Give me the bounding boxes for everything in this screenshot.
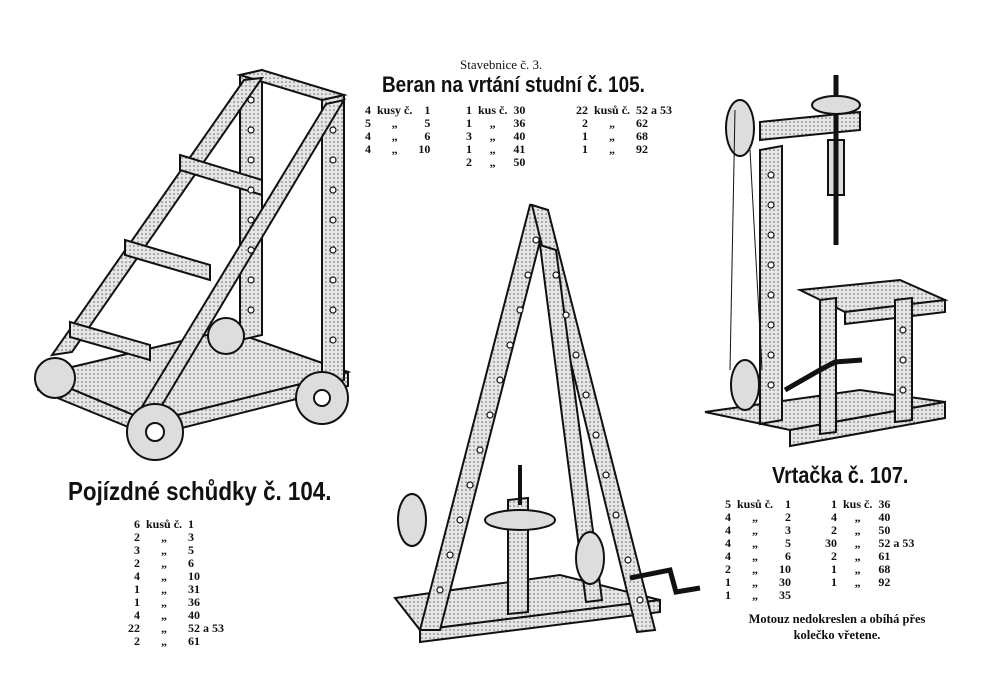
table-row: 4 „ 6 (365, 129, 431, 143)
table-row: 4 „ 5 (725, 536, 792, 550)
table-row: 4 „ 40 (134, 608, 201, 622)
table-row: 2 „ 6 (134, 556, 195, 570)
table-row: 30 „ 52 a 53 (825, 536, 915, 550)
table-row: 3 „ 5 (134, 543, 195, 557)
drill-press-drawing (705, 75, 945, 446)
well-drilling-ram-drawing (395, 205, 700, 642)
table-row: 5 „ 5 (365, 116, 431, 130)
model-105-parts-col-2 (463, 104, 528, 169)
model-104-parts (125, 518, 227, 648)
table-row: 2 „ 61 (134, 634, 201, 648)
model-107-note (712, 611, 962, 643)
model-107-parts-col-2 (822, 498, 917, 589)
table-row: 1 „ 36 (466, 116, 526, 130)
table-row: 1 „ 35 (725, 588, 792, 602)
table-row: 4 „ 40 (831, 510, 891, 524)
table-row: 1 „ 30 (725, 575, 792, 589)
table-row: 1 kus č. 30 (466, 103, 526, 117)
table-row: 1 „ 36 (134, 595, 201, 609)
series-title: Stavebnice č. 3. (460, 57, 543, 72)
rolling-steps-drawing (35, 70, 348, 460)
table-row: 2 „ 61 (831, 549, 891, 563)
table-row: 1 „ 68 (831, 562, 891, 576)
table-row: 1 „ 31 (134, 582, 201, 596)
table-row: 2 „ 3 (134, 530, 195, 544)
model-104-title: Pojízdné schůdky č. 104. (68, 476, 332, 506)
note-line: kolečko vřetene. (793, 628, 881, 642)
model-107-parts-col-1 (722, 498, 794, 602)
table-row: 4 „ 10 (134, 569, 201, 583)
note-line: Motouz nedokreslen a obíhá přes (748, 612, 926, 626)
table-row: 1 „ 68 (582, 129, 649, 143)
table-row: 1 „ 92 (582, 142, 649, 156)
table-row: 22 kusů č. 52 a 53 (576, 103, 673, 117)
table-row: 3 „ 40 (466, 129, 526, 143)
model-107-title: Vrtačka č. 107. (772, 462, 909, 488)
table-row: 4 „ 3 (725, 523, 792, 537)
table-row: 1 „ 41 (466, 142, 526, 156)
model-105-parts-col-1 (362, 104, 433, 156)
table-row: 1 „ 92 (831, 575, 891, 589)
table-row: 4 „ 6 (725, 549, 792, 563)
table-row: 5 kusů č. 1 (725, 497, 792, 511)
table-row: 2 „ 62 (582, 116, 649, 130)
table-row: 4 kusy č. 1 (365, 103, 431, 117)
table-row: 2 „ 10 (725, 562, 792, 576)
table-row: 1 kus č. 36 (831, 497, 891, 511)
table-row: 2 „ 50 (466, 155, 526, 169)
table-row: 2 „ 50 (831, 523, 891, 537)
model-105-parts-col-3 (573, 104, 675, 156)
table-row: 6 kusů č. 1 (134, 517, 195, 531)
table-row: 4 „ 10 (365, 142, 431, 156)
model-105-title: Beran na vrtání studní č. 105. (382, 72, 645, 97)
table-row: 4 „ 2 (725, 510, 792, 524)
table-row: 22 „ 52 a 53 (128, 621, 225, 635)
